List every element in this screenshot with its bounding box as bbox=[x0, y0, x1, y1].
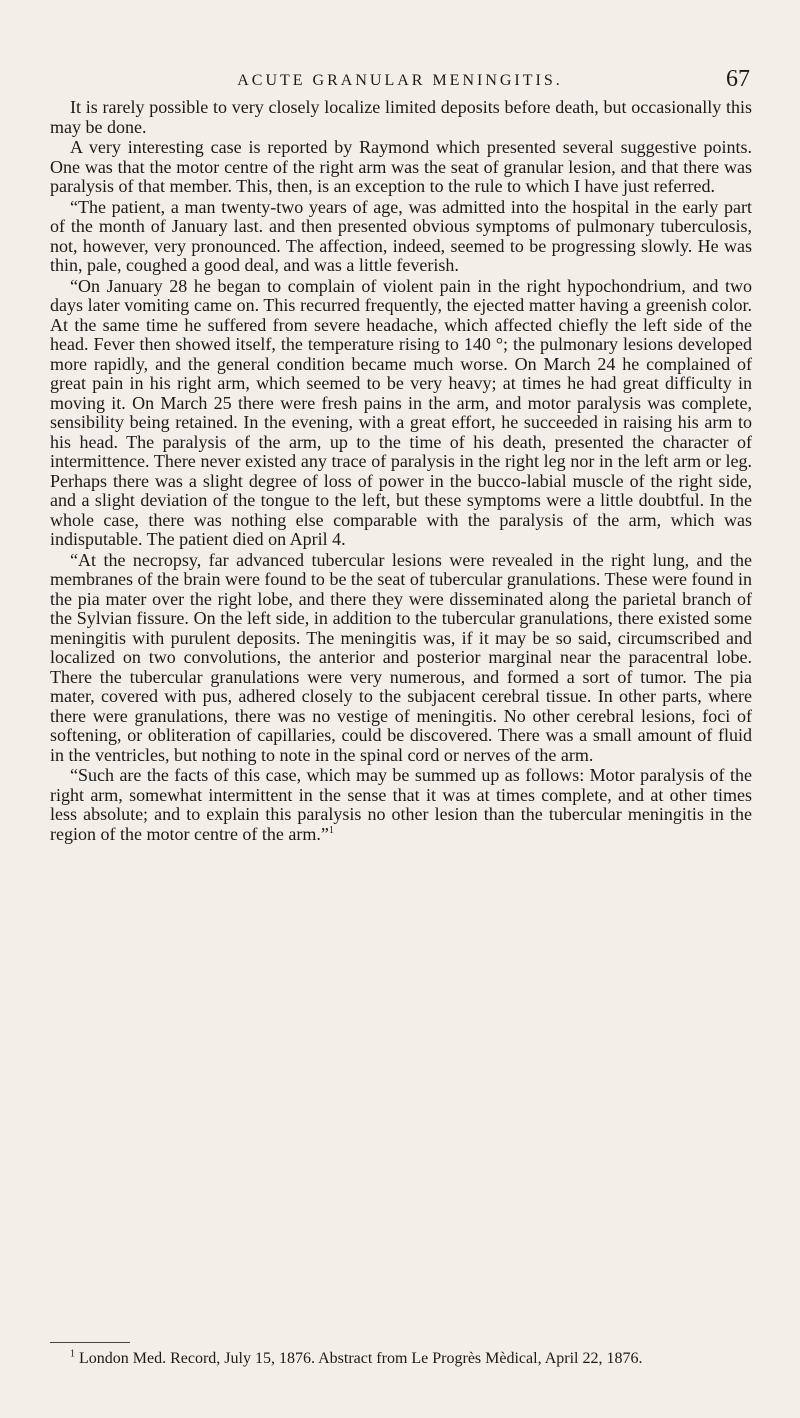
paragraph: It is rarely possible to very closely localize limited deposits before death, but occasionally this may be done. bbox=[50, 97, 752, 137]
footnote-text: London Med. Record, July 15, 1876. Abstract from Le Progrès Mèdical, April 22, 1876. bbox=[79, 1350, 643, 1367]
paragraph: “The patient, a man twenty-two years of age, was admitted into the hospital in the early part of the month of January last. and then presented obvious symptoms of pulmonary tuberculosis, not, however, very pronounced. The affection, indeed, seemed to be progressing slowly. He was thin, pale, coughed a good deal, and was a little feverish. bbox=[50, 196, 752, 275]
footnote-reference: 1 bbox=[328, 824, 334, 836]
paragraph-with-footnote-ref bbox=[50, 766, 752, 844]
footnote-rule bbox=[50, 1342, 130, 1343]
paragraph: “At the necropsy, far advanced tubercular lesions were revealed in the right lung, and the membranes of the brain were found to be the seat of tubercular granulations. These were found in the pia mater over the right lobe, and there they were disseminated along the parietal branch of the Sylvian fissure. On the left side, in addition to the tubercular granulations, there existed some meningitis with purulent deposits. The meningitis was, if it may be so said, circumscribed and localized on two convolutions, the anterior and posterior marginal near the paracentral lobe. There the tubercular granulations were very numerous, and formed a sort of tumor. The pia mater, covered with pus, adhered closely to the subjacent cerebral tissue. In other parts, where there were granulations, there was no vestige of meningitis. No other cerebral lesions, foci of softening, or obliteration of capillaries, could be discovered. There was a small amount of fluid in the ventricles, but nothing to note in the spinal cord or nerves of the arm. bbox=[50, 549, 752, 765]
footnote-marker: 1 bbox=[70, 1348, 75, 1360]
running-title: ACUTE GRANULAR MENINGITIS. bbox=[237, 72, 563, 89]
page-number: 67 bbox=[726, 66, 750, 92]
paragraph: A very interesting case is reported by Raymond which presented several suggestive points. One was that the motor centre of the right arm was the seat of granular lesion, and that there was paralysis of that member. This, then, is an exception to the rule to which I have just referred. bbox=[50, 137, 752, 196]
page-header bbox=[50, 58, 750, 94]
footnote bbox=[50, 1350, 752, 1367]
paragraph: “On January 28 he began to complain of violent pain in the right hypochondrium, and two days later vomiting came on. This recurred frequently, the ejected matter having a greenish color. At the same time he suffered from severe headache, which affected chiefly the left side of the head. Fever then showed itself, the temperature rising to 140 °; the pulmonary lesions developed more rapidly, and the general condition became much worse. On March 24 he complained of great pain in his right arm, which seemed to be very heavy; at times he had great difficulty in moving it. On March 25 there were fresh pains in the arm, and motor paralysis was complete, sensibility being retained. In the evening, with a great effort, he succeeded in raising his arm to his head. The paralysis of the arm, up to the time of his death, presented the character of intermittence. There never existed any trace of paralysis in the right leg nor in the left arm or leg. Perhaps there was a slight degree of loss of power in the bucco-labial muscle of the right side, and a slight deviation of the tongue to the left, but these symptoms were a little doubtful. In the whole case, there was nothing else comparable with the paralysis of the arm, which was indisputable. The patient died on April 4. bbox=[50, 275, 752, 549]
body-text bbox=[50, 98, 752, 844]
paragraph-text: “Such are the facts of this case, which may be summed up as follows: Motor paralysis of the right arm, somewhat intermittent in the sense that it was at times complete, and at other times less absolute; and to explain this paralysis no other lesion than the tubercular meningitis in the region of the motor centre of the arm.” bbox=[50, 765, 752, 844]
